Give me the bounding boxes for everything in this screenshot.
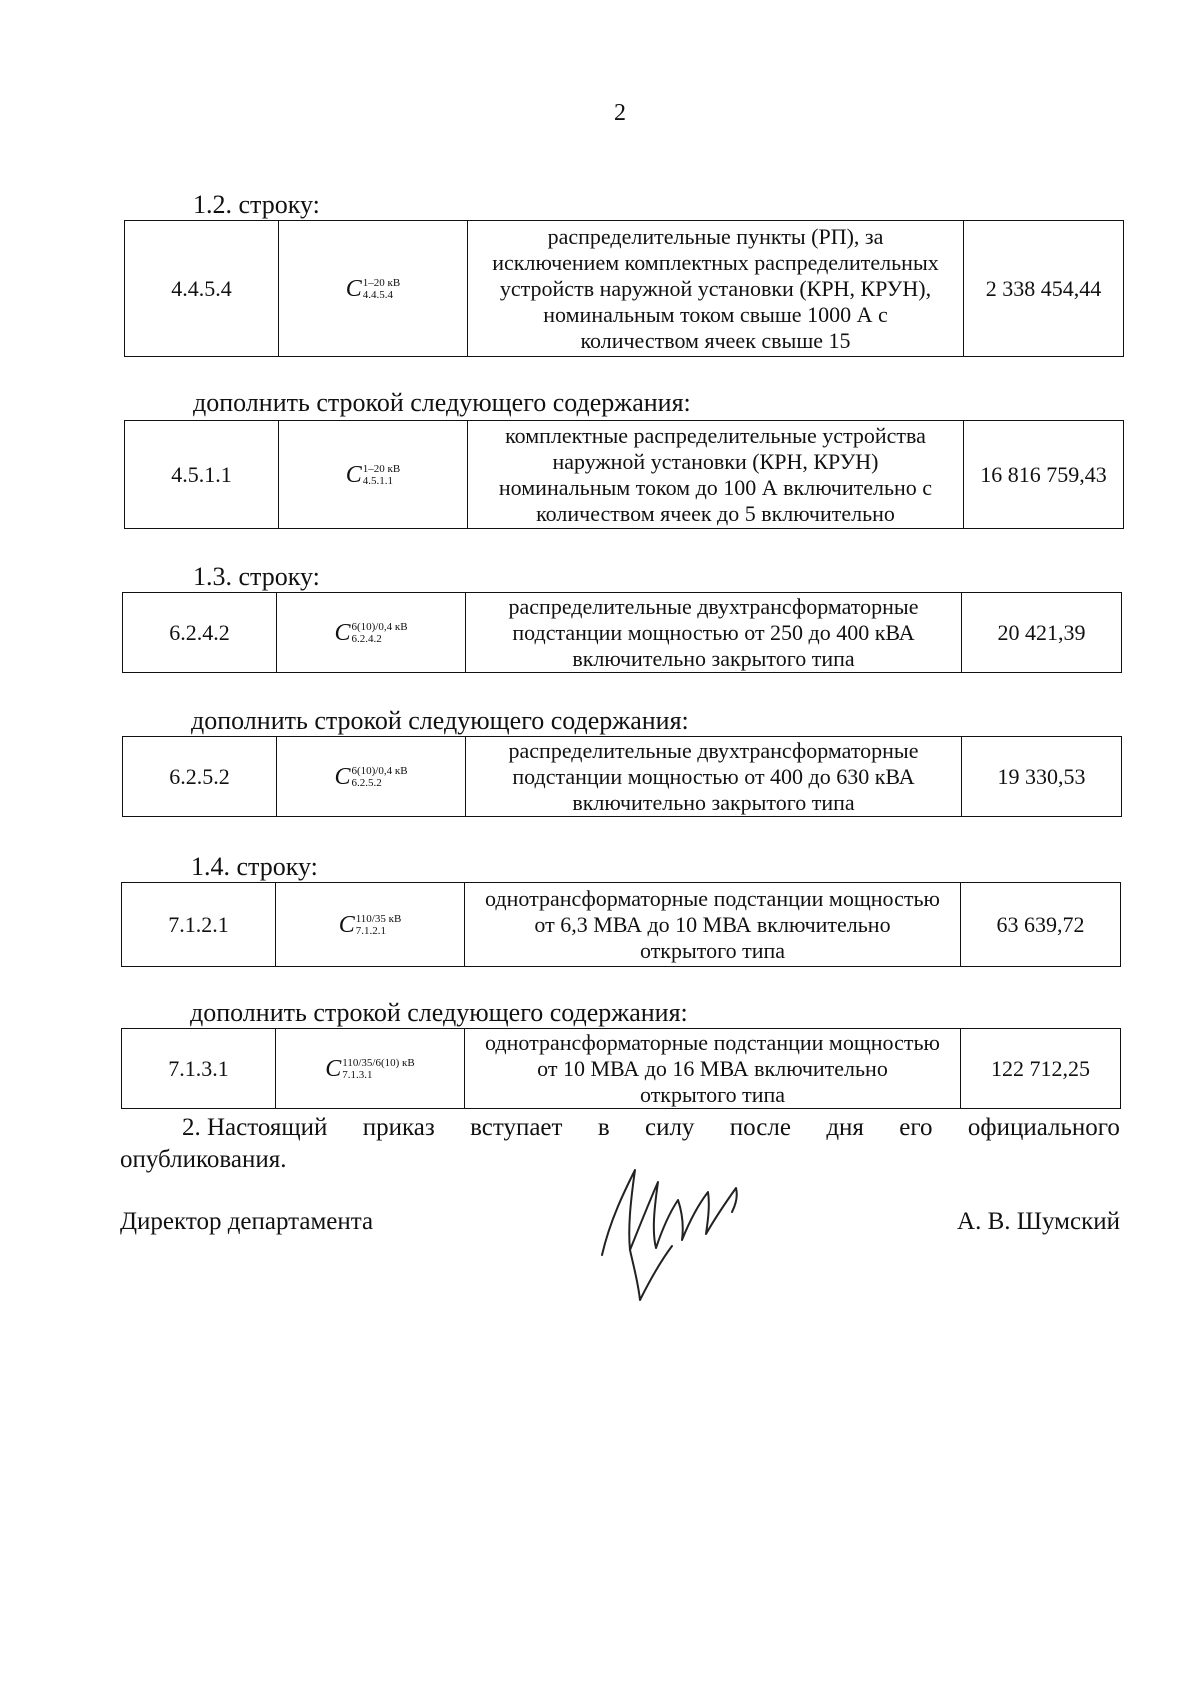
row-symbol [276, 883, 465, 967]
row-description: однотрансформаторные подстанции мощностью от 10 МВА до 16 МВА включительно открытого типа [465, 1029, 961, 1109]
tariff-symbol: C 6(10)/0,4 кВ 6.2.4.2 [334, 619, 408, 646]
section-heading: дополнить строкой следующего содержания: [190, 998, 688, 1027]
row-value: 20 421,39 [962, 593, 1122, 673]
row-description: распределительные двухтрансформаторные подстанции мощностью от 250 до 400 кВА включительно закрытого типа [466, 593, 962, 673]
row-symbol [279, 421, 468, 529]
row-value: 19 330,53 [962, 737, 1122, 817]
section-heading: 1.4. строку: [191, 852, 318, 881]
signer-title: Директор департамента [120, 1208, 374, 1235]
row-code: 7.1.3.1 [122, 1029, 276, 1109]
tariff-symbol: C 1–20 кВ 4.4.5.4 [345, 275, 401, 302]
row-description: комплектные распределительные устройства наружной установки (КРН, КРУН) номинальным током до 100 А включительно с количеством ячеек до 5 включительно [468, 421, 964, 529]
row-value: 2 338 454,44 [964, 221, 1124, 357]
section-heading: 1.2. строку: [193, 190, 320, 219]
table-row [122, 592, 1122, 673]
row-symbol [277, 737, 466, 817]
tariff-symbol: C 1–20 кВ 4.5.1.1 [345, 461, 401, 488]
signature-icon [590, 1150, 790, 1330]
section-heading: дополнить строкой следующего содержания: [193, 388, 691, 417]
section-heading: 1.3. строку: [193, 562, 320, 591]
row-value: 16 816 759,43 [964, 421, 1124, 529]
row-value: 63 639,72 [961, 883, 1121, 967]
tariff-symbol: C 110/35 кВ 7.1.2.1 [338, 911, 402, 938]
table-row [121, 1028, 1121, 1109]
row-symbol [276, 1029, 465, 1109]
row-value: 122 712,25 [961, 1029, 1121, 1109]
row-code: 7.1.2.1 [122, 883, 276, 967]
tariff-symbol: C 110/35/6(10) кВ 7.1.3.1 [325, 1055, 415, 1082]
section-heading: дополнить строкой следующего содержания: [191, 706, 689, 735]
page-number: 2 [614, 100, 626, 126]
paragraph-second-line: опубликования. [120, 1146, 287, 1173]
table-row [124, 420, 1124, 529]
paragraph-first-line: 2. Настоящий приказ вступает в силу после дня его официального [182, 1114, 1120, 1141]
tariff-symbol: C 6(10)/0,4 кВ 6.2.5.2 [334, 763, 408, 790]
row-description: однотрансформаторные подстанции мощностью от 6,3 МВА до 10 МВА включительно открытого типа [465, 883, 961, 967]
row-code: 6.2.5.2 [123, 737, 277, 817]
table-row [122, 736, 1122, 817]
row-symbol [279, 221, 468, 357]
row-description: распределительные пункты (РП), за исключением комплектных распределительных устройств наружной установки (КРН, КРУН), номинальным током свыше 1000 А с количеством ячеек свыше 15 [468, 221, 964, 357]
row-description: распределительные двухтрансформаторные подстанции мощностью от 400 до 630 кВА включительно закрытого типа [466, 737, 962, 817]
row-symbol [277, 593, 466, 673]
row-code: 4.5.1.1 [125, 421, 279, 529]
signer-name: А. В. Шумский [957, 1208, 1120, 1235]
table-row [121, 882, 1121, 967]
table-row [124, 220, 1124, 357]
row-code: 4.4.5.4 [125, 221, 279, 357]
row-code: 6.2.4.2 [123, 593, 277, 673]
